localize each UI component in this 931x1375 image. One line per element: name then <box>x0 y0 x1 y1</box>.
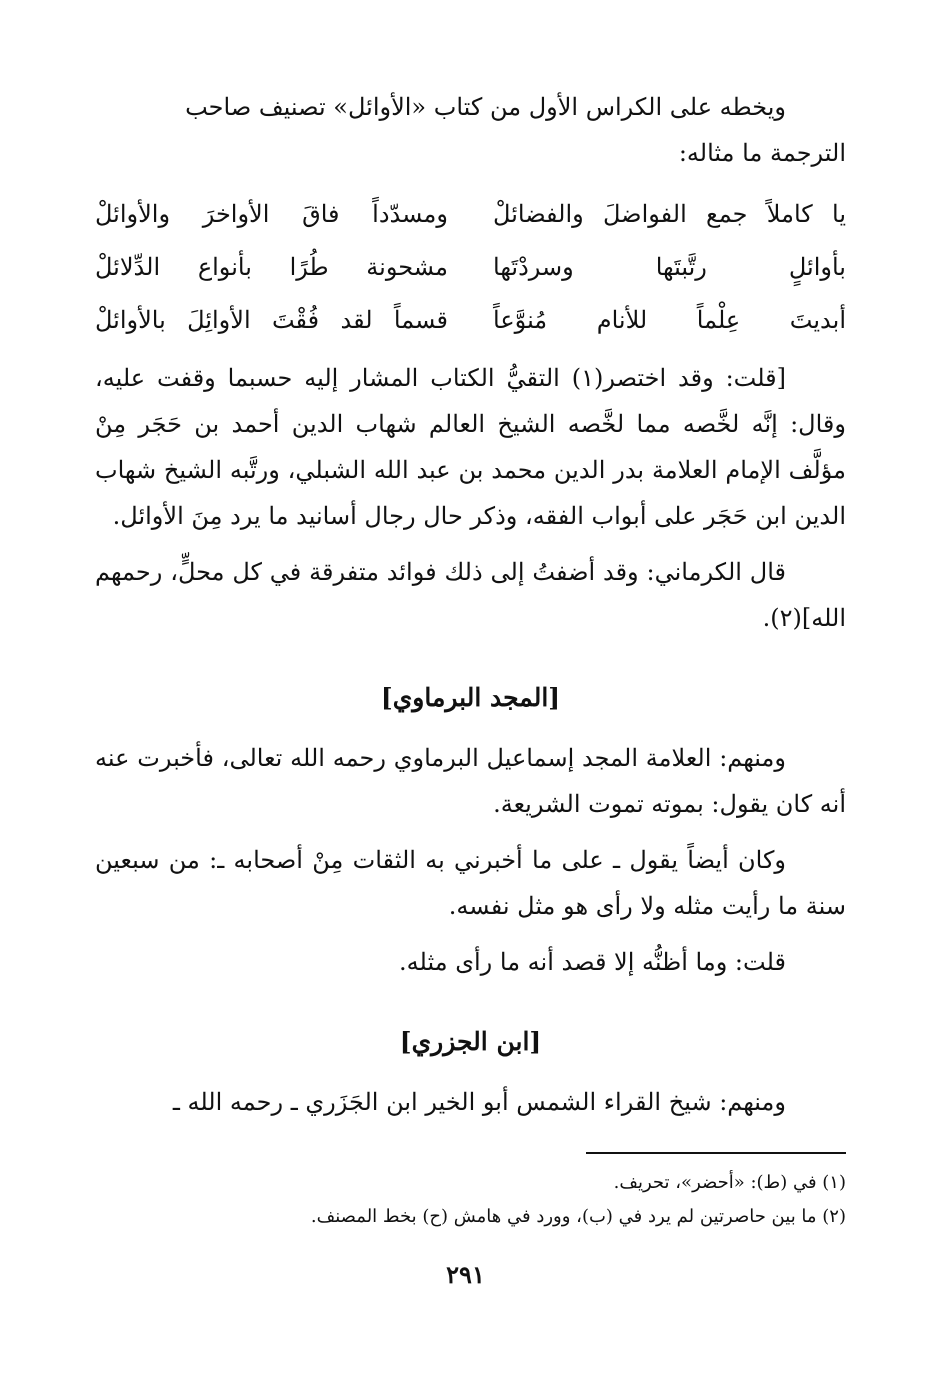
poem <box>95 188 846 347</box>
footnote-2: (٢) ما بين حاصرتين لم يرد في (ب)، وورد في هامش (ح) بخط المصنف. <box>310 1206 846 1227</box>
page-body <box>95 84 846 1135</box>
poem-verse <box>95 241 846 294</box>
poem-verse <box>95 294 846 347</box>
jazari-paragraph-1: ومنهم: شيخ القراء الشمس أبو الخير ابن الجَزَري ـ رحمه الله ـ <box>172 1088 786 1116</box>
intro-line-1: ويخطه على الكراس الأول من كتاب «الأوائل» تصنيف صاحب <box>185 93 786 121</box>
intro-line-2: الترجمة ما مثاله: <box>678 139 846 167</box>
verse-1-second-hemistich: ومسدّداً فاقَ الأواخرَ والأوائلْ <box>95 200 448 228</box>
barmawi-paragraph-1: ومنهم: العلامة المجد إسماعيل البرماوي رحمه الله تعالى، فأخبرت عنه أنه كان يقول: بموته تموت الشريعة. <box>95 744 846 818</box>
section-heading-jazari: [ابن الجزري] <box>399 1027 542 1056</box>
verse-1-first-hemistich: يا كاملاً جمع الفواضلَ والفضائلْ <box>493 200 846 228</box>
poem-verse <box>95 188 846 241</box>
barmawi-paragraph-2: وكان أيضاً يقول ـ على ما أخبرني به الثقات مِنْ أصحابه ـ: من سبعين سنة ما رأيت مثله ولا رأى هو مثل نفسه. <box>95 846 846 920</box>
verse-3-second-hemistich: قسماً لقد فُقْتَ الأوائِلَ بالأوائلْ <box>95 306 448 334</box>
verse-2-first-hemistich: بأوائلٍ رتَّبتَها وسردْتَها <box>493 253 846 281</box>
verse-2-second-hemistich: مشحونة طُرًا بأنواع الدِّلائلْ <box>95 253 448 281</box>
paragraph-kirmani: قال الكرماني: وقد أضفتُ إلى ذلك فوائد متفرقة في كل محلٍّ، رحمهم الله](٢). <box>95 558 846 632</box>
intro-paragraph <box>95 84 846 176</box>
footnote-divider <box>586 1152 846 1154</box>
footnote-1: (١) في (ط): «أحضر»، تحريف. <box>613 1172 846 1193</box>
paragraph-note: [قلت: وقد اختصر(١) التقيُّ الكتاب المشار إليه حسبما وقفت عليه، وقال: إنَّه لخَّصه مما لخَّصه الشيخ العالم شهاب الدين أحمد بن حَجَر مِنْ مؤلَّف الإمام العلامة بدر الدين محمد بن عبد الله الشبلي، ورتَّبه الشيخ شهاب الدين ابن حَجَر على أبواب الفقه، وذكر حال رجال أسانيد ما يرد مِنَ الأوائل. <box>95 364 846 530</box>
section-heading-barmawi: [المجد البرماوي] <box>380 683 561 712</box>
page-number: ٢٩١ <box>446 1260 485 1289</box>
verse-3-first-hemistich: أبديتَ عِلْماً للأنام مُنوَّعاً <box>493 306 846 334</box>
footnotes <box>95 1166 846 1234</box>
barmawi-paragraph-3: قلت: وما أظنُّه إلا قصد أنه ما رأى مثله. <box>399 948 786 976</box>
